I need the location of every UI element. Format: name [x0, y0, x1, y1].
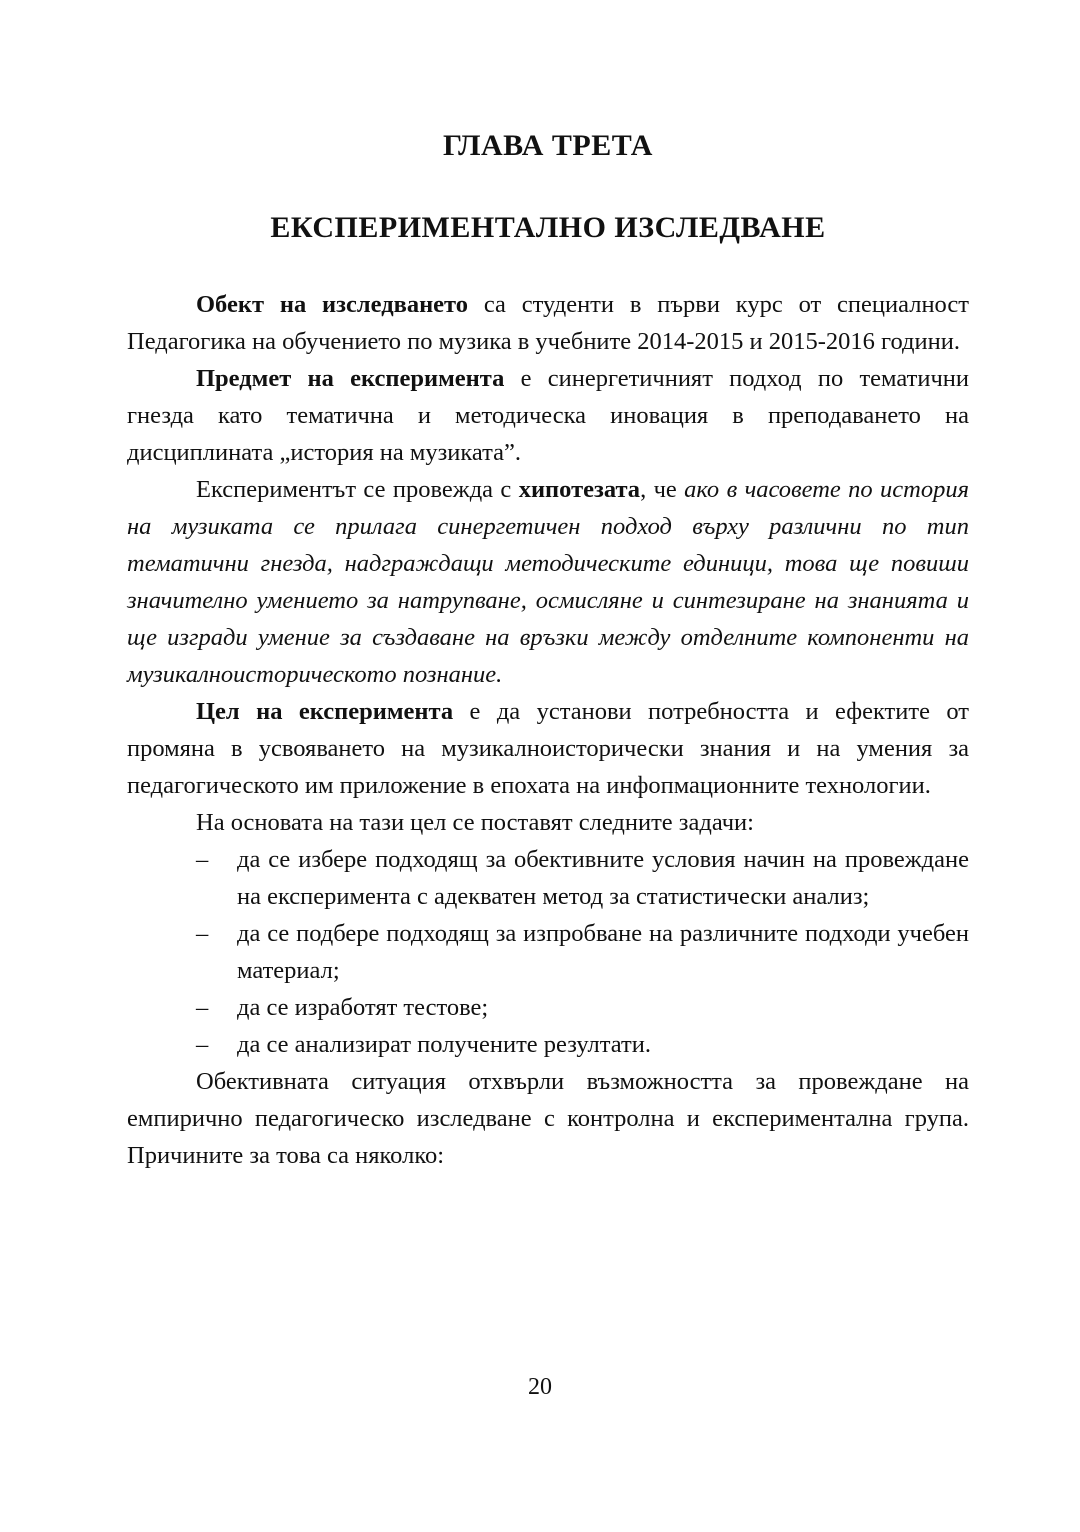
task-text: да се подбере подходящ за изпробване на различните подходи учебен материал; — [237, 920, 969, 984]
paragraph-subject-rest: е синергетичният подход по тематични гнезда като тематична и методическа иновация в преподаването на дисциплината „история на музиката”. — [127, 365, 969, 466]
content-area — [127, 128, 969, 1174]
task-dash: – — [196, 1031, 209, 1058]
task-item — [196, 1026, 969, 1063]
paragraph-tasks-intro: На основата на тази цел се поставят следните задачи: — [196, 809, 754, 836]
paragraph-goal-rest: е да установи потребността и ефектите от промяна в усвояването на музикалноисторически знания и на умения за педагогическото им приложение в епохата на инфопмационните технологии. — [127, 698, 969, 799]
body-text — [127, 286, 969, 1174]
paragraph-hypothesis — [127, 471, 969, 693]
paragraph-goal — [127, 693, 969, 804]
paragraph-hypothesis-term: хипотезата — [518, 476, 641, 503]
task-text: да се изработят тестове; — [237, 994, 489, 1021]
task-item — [196, 841, 969, 915]
chapter-subtitle: ЕКСПЕРИМЕНТАЛНО ИЗСЛЕДВАНЕ — [270, 211, 826, 244]
task-dash: – — [196, 994, 209, 1021]
paragraph-object-lead: Обект на изследването — [196, 291, 469, 318]
paragraph-conclusion: Обективната ситуация отхвърли възможността за провеждане на емпирично педагогическо изследване с контролна и експериментална група. Причините за това са няколко: — [127, 1068, 969, 1169]
paragraph-goal-lead: Цел на експеримента — [196, 698, 454, 725]
paragraph-hypothesis-statement: ако в часовете по история на музиката се прилага синергетичен подход върху различни по тип тематични гнезда, надграждащи методическите единици, това ще повиши значително умението за натрупване, осмисляне и синтезиране на знанията и ще изгради умение за създаване на връзки между отделните компоненти на музикалноисторическото познание. — [127, 476, 970, 688]
paragraph-object — [127, 286, 969, 360]
paragraph-subject-lead: Предмет на експеримента — [196, 365, 505, 392]
task-item — [196, 989, 969, 1026]
paragraph-hypothesis-intro: Експериментът се провежда с — [196, 476, 519, 503]
task-dash: – — [196, 920, 209, 947]
page-number: 20 — [528, 1374, 552, 1400]
task-dash: – — [196, 846, 209, 873]
chapter-title: ГЛАВА ТРЕТА — [443, 129, 653, 162]
task-text: да се избере подходящ за обективните условия начин на провеждане на експеримента с адекватен метод за статистически анализ; — [237, 846, 969, 910]
task-item — [196, 915, 969, 989]
task-text: да се анализират получените резултати. — [237, 1031, 651, 1058]
task-list — [127, 841, 969, 1063]
paragraph-object-rest: са студенти в първи курс от специалност Педагогика на обучението по музика в учебните 2014-2015 и 2015-2016 години. — [127, 291, 969, 355]
paragraph-subject — [127, 360, 969, 471]
paragraph-hypothesis-connector: , че — [640, 476, 685, 503]
